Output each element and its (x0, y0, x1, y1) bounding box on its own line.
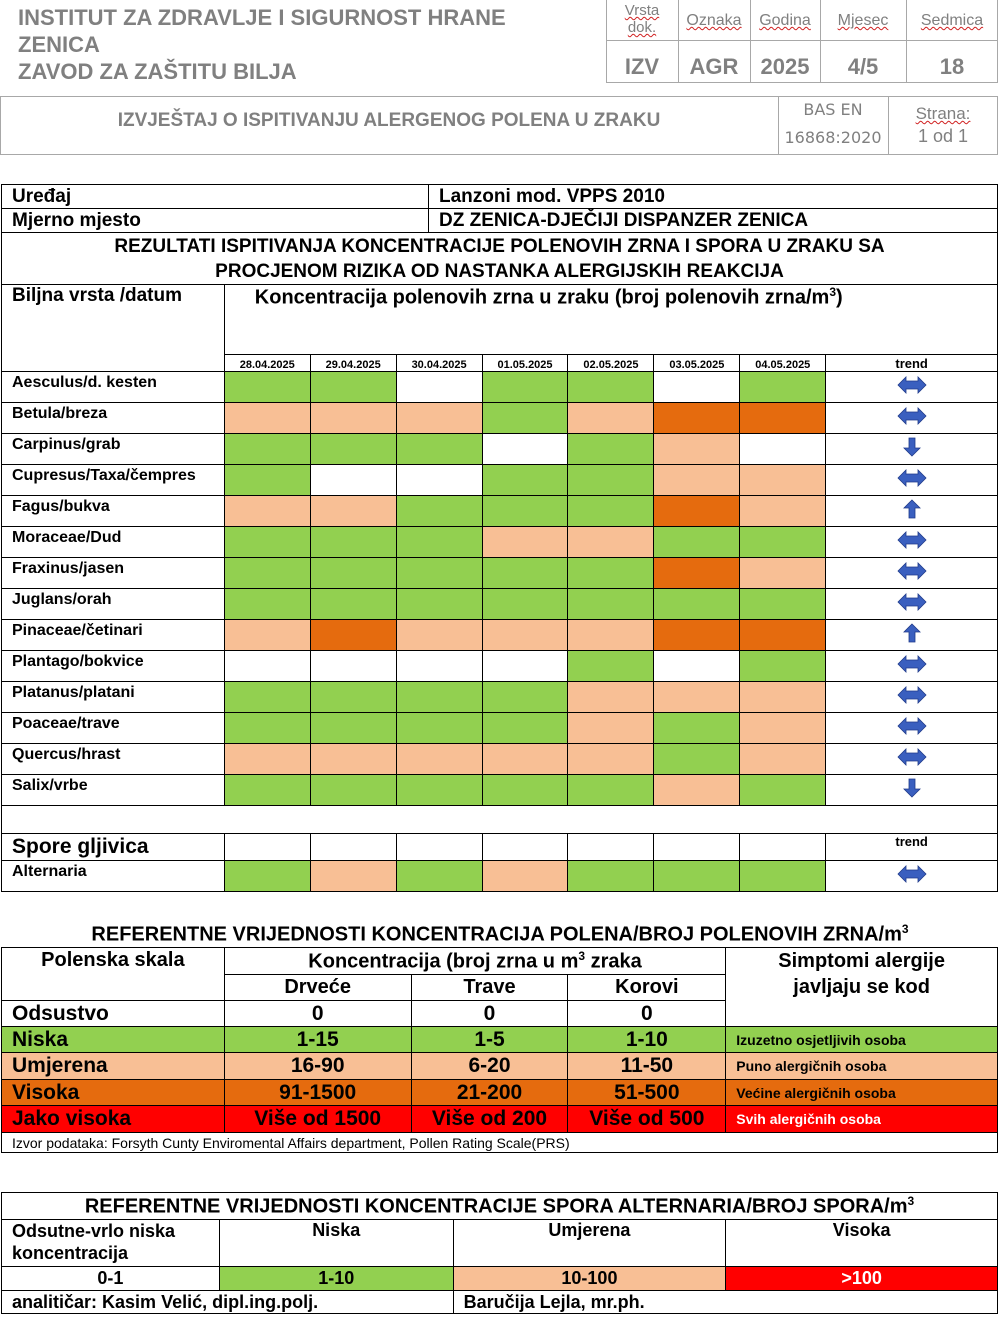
date-header: 02.05.2025 (568, 355, 654, 372)
plant-level-cell (654, 527, 740, 558)
ref-level-label: Umjerena (2, 1053, 225, 1080)
doc-type-value: IZV (624, 54, 660, 79)
trend-cell (826, 372, 998, 403)
plant-name: Quercus/hrast (2, 744, 225, 775)
date-header: 01.05.2025 (482, 355, 568, 372)
plant-level-cell (310, 403, 396, 434)
spore-level-cell (310, 861, 396, 892)
plant-level-cell (482, 744, 568, 775)
plant-level-cell (310, 527, 396, 558)
arrow-left-right-icon (897, 530, 927, 555)
plant-name: Fraxinus/jasen (2, 558, 225, 589)
arrow-left-right-icon (897, 654, 927, 679)
plant-row (2, 372, 998, 403)
spore-empty-cell (740, 834, 826, 861)
trend-cell (826, 403, 998, 434)
plant-level-cell (654, 434, 740, 465)
plant-level-cell (224, 558, 310, 589)
arrow-left-right-icon (897, 716, 927, 741)
plant-level-cell (740, 403, 826, 434)
plant-level-cell (654, 713, 740, 744)
trend-cell (826, 744, 998, 775)
plant-level-cell (310, 713, 396, 744)
species-header: Biljna vrsta /datum (2, 285, 225, 372)
plant-level-cell (568, 775, 654, 806)
alt-value-absent: 0-1 (2, 1267, 220, 1291)
plant-level-cell (224, 527, 310, 558)
plant-row (2, 744, 998, 775)
month-value: 4/5 (847, 54, 879, 79)
arrow-left-right-icon (897, 561, 927, 586)
arrow-left-right-icon (897, 747, 927, 772)
trend-cell (826, 589, 998, 620)
plant-level-cell (654, 496, 740, 527)
plant-level-cell (482, 682, 568, 713)
plant-name: Plantago/bokvice (2, 651, 225, 682)
ref-weeds-value: 0 (568, 1001, 726, 1027)
plant-level-cell (224, 682, 310, 713)
plant-level-cell (310, 744, 396, 775)
header-divider (606, 40, 998, 41)
plant-level-cell (740, 651, 826, 682)
plant-level-cell (396, 527, 482, 558)
analyst: analitičar: Kasim Velić, dipl.ing.polj. (2, 1291, 454, 1314)
page-label: Strana: (915, 104, 971, 123)
ref-symptoms-value: Svih alergičnih osoba (726, 1106, 998, 1133)
plant-level-cell (224, 651, 310, 682)
plant-name: Pinaceae/četinari (2, 620, 225, 651)
plant-level-cell (740, 496, 826, 527)
plant-level-cell (396, 775, 482, 806)
plant-row (2, 682, 998, 713)
year-value: 2025 (760, 54, 810, 79)
plant-level-cell (568, 620, 654, 651)
arrow-left-right-icon (897, 864, 927, 889)
spore-empty-cell (654, 834, 740, 861)
alternaria-title: REFERENTNE VRIJEDNOSTI KONCENTRACIJE SPORA ALTERNARIA/BROJ SPORA/$m^3$ (2, 1193, 998, 1220)
plant-level-cell (396, 465, 482, 496)
arrow-left-right-icon (897, 685, 927, 710)
plant-level-cell (310, 558, 396, 589)
ref-grass-value: 21-200 (411, 1080, 568, 1106)
plant-level-cell (396, 620, 482, 651)
arrow-left-right-icon (897, 406, 927, 431)
standard-line-1: BAS EN (803, 100, 863, 119)
plant-level-cell (740, 372, 826, 403)
plant-level-cell (654, 620, 740, 651)
month-label: Mjesec (837, 12, 889, 29)
plant-level-cell (740, 682, 826, 713)
ref-weeds-value: 1-10 (568, 1027, 726, 1053)
plant-level-cell (224, 589, 310, 620)
alternaria-table (1, 1192, 998, 1314)
plant-level-cell (654, 682, 740, 713)
symptoms-header-line-2: javljaju se kod (793, 976, 930, 998)
ref-trees-value: Više od 1500 (224, 1106, 411, 1133)
trend-cell (826, 434, 998, 465)
plant-row (2, 403, 998, 434)
plant-name: Fagus/bukva (2, 496, 225, 527)
reference-table (1, 947, 998, 1153)
date-header: 04.05.2025 (740, 355, 826, 372)
plant-level-cell (396, 496, 482, 527)
plant-level-cell (568, 403, 654, 434)
plant-level-cell (740, 744, 826, 775)
plant-level-cell (654, 589, 740, 620)
alt-value-moderate: 10-100 (453, 1267, 726, 1291)
plant-level-cell (654, 744, 740, 775)
symptoms-header-line-1: Simptomi alergije (778, 950, 945, 972)
trend-cell (826, 682, 998, 713)
spore-level-cell (654, 861, 740, 892)
plant-level-cell (482, 775, 568, 806)
arrow-left-right-icon (897, 375, 927, 400)
ref-level-label: Jako visoka (2, 1106, 225, 1133)
plant-level-cell (654, 372, 740, 403)
institute-line-3: ZAVOD ZA ZAŠTITU BILJA (18, 59, 297, 84)
spore-row (2, 861, 998, 892)
institute-line-2: ZENICA (18, 32, 100, 57)
plant-level-cell (568, 527, 654, 558)
plant-name: Salix/vrbe (2, 775, 225, 806)
ref-grass-value: 1-5 (411, 1027, 568, 1053)
header-divider (0, 96, 998, 97)
ref-concentration-header: Koncentracija (broj zrna u $m^3$ zraka (224, 948, 725, 975)
plant-level-cell (482, 527, 568, 558)
ref-trees-value: 0 (224, 1001, 411, 1027)
plant-level-cell (396, 558, 482, 589)
plant-row (2, 620, 998, 651)
ref-level-label: Visoka (2, 1080, 225, 1106)
mark-value: AGR (689, 54, 739, 79)
alt-header-low: Niska (219, 1220, 453, 1267)
weeds-header: Korovi (568, 975, 726, 1001)
plant-level-cell (310, 465, 396, 496)
alt-header-high: Visoka (726, 1220, 998, 1267)
plant-level-cell (568, 713, 654, 744)
plant-level-cell (482, 496, 568, 527)
plant-level-cell (482, 651, 568, 682)
plant-level-cell (568, 651, 654, 682)
ref-weeds-value: 51-500 (568, 1080, 726, 1106)
institute-line-1: INSTITUT ZA ZDRAVLJE I SIGURNOST HRANE (18, 5, 506, 30)
grass-header: Trave (411, 975, 568, 1001)
arrow-down-icon (897, 778, 927, 803)
plant-level-cell (740, 465, 826, 496)
plant-level-cell (224, 620, 310, 651)
ref-trees-value: 1-15 (224, 1027, 411, 1053)
institute-name (18, 4, 598, 85)
alt-header-moderate: Umjerena (453, 1220, 726, 1267)
plant-level-cell (310, 775, 396, 806)
standard-line-2: 16868:2020 (784, 128, 882, 147)
arrow-down-icon (897, 437, 927, 462)
plant-level-cell (482, 434, 568, 465)
trend-cell (826, 775, 998, 806)
spore-level-cell (396, 861, 482, 892)
plant-level-cell (568, 682, 654, 713)
location-label: Mjerno mjesto (2, 209, 429, 233)
concentration-header: Koncentracija polenovih zrna u zraku (broj polenovih zrna/$m^3$) (224, 285, 997, 355)
spores-trend-header: trend (826, 834, 998, 861)
trend-cell (826, 651, 998, 682)
spore-empty-cell (224, 834, 310, 861)
page-value: 1 od 1 (917, 126, 969, 146)
alt-value-high: >100 (726, 1267, 998, 1291)
symptoms-header (726, 948, 998, 1027)
date-header: 03.05.2025 (654, 355, 740, 372)
ref-symptoms-value: Većine alergičnih osoba (726, 1080, 998, 1106)
second-analyst: Baručija Lejla, mr.ph. (453, 1291, 997, 1314)
plant-level-cell (224, 434, 310, 465)
plant-level-cell (482, 589, 568, 620)
plant-row (2, 434, 998, 465)
plant-row (2, 775, 998, 806)
plant-level-cell (482, 403, 568, 434)
plant-level-cell (310, 372, 396, 403)
location-value: DZ ZENICA-DJEČIJI DISPANZER ZENICA (429, 209, 998, 233)
spore-empty-cell (310, 834, 396, 861)
spore-level-cell (568, 861, 654, 892)
plant-name: Aesculus/d. kesten (2, 372, 225, 403)
plant-name: Platanus/platani (2, 682, 225, 713)
plant-level-cell (568, 496, 654, 527)
plant-name: Carpinus/grab (2, 434, 225, 465)
plant-level-cell (654, 775, 740, 806)
ref-trees-value: 91-1500 (224, 1080, 411, 1106)
plant-level-cell (396, 713, 482, 744)
plant-row (2, 589, 998, 620)
plant-level-cell (224, 744, 310, 775)
mark-label: Oznaka (686, 12, 742, 29)
plant-level-cell (224, 775, 310, 806)
plant-level-cell (568, 465, 654, 496)
plant-level-cell (740, 558, 826, 589)
reference-source: Izvor podataka: Forsyth Cunty Enviromental Affairs department, Pollen Rating Scale(PRS) (2, 1133, 998, 1153)
plant-level-cell (224, 496, 310, 527)
ref-symptoms-value: Puno alergičnih osoba (726, 1053, 998, 1080)
spore-name: Alternaria (2, 861, 225, 892)
alt-header-absent: Odsutne-vrlo niska koncentracija (2, 1220, 220, 1267)
trend-cell (826, 527, 998, 558)
results-title-line-1: REZULTATI ISPITIVANJA KONCENTRACIJE POLENOVIH ZRNA I SPORA U ZRAKU SA (114, 235, 885, 257)
plant-level-cell (396, 744, 482, 775)
results-table (1, 232, 998, 892)
ref-trees-value: 16-90 (224, 1053, 411, 1080)
results-title (2, 233, 998, 285)
plant-level-cell (482, 372, 568, 403)
plant-level-cell (740, 620, 826, 651)
plant-level-cell (396, 434, 482, 465)
plant-name: Poaceae/trave (2, 713, 225, 744)
doc-type-label: Vrsta dok. (624, 2, 660, 36)
ref-weeds-value: 11-50 (568, 1053, 726, 1080)
plant-level-cell (482, 558, 568, 589)
plant-level-cell (396, 403, 482, 434)
plant-level-cell (568, 558, 654, 589)
plant-level-cell (310, 651, 396, 682)
plant-level-cell (740, 775, 826, 806)
plant-name: Moraceae/Dud (2, 527, 225, 558)
plant-level-cell (654, 465, 740, 496)
spore-empty-cell (482, 834, 568, 861)
trend-header: trend (826, 355, 998, 372)
plant-level-cell (482, 465, 568, 496)
trend-cell (826, 713, 998, 744)
ref-grass-value: 6-20 (411, 1053, 568, 1080)
plant-row (2, 651, 998, 682)
date-header: 29.04.2025 (310, 355, 396, 372)
plant-level-cell (568, 434, 654, 465)
plant-level-cell (740, 434, 826, 465)
week-label: Sedmica (920, 12, 984, 29)
plant-level-cell (396, 651, 482, 682)
arrow-up-icon (897, 623, 927, 648)
ref-weeds-value: Više od 500 (568, 1106, 726, 1133)
spacer-row (2, 806, 998, 834)
trend-cell (826, 465, 998, 496)
trend-cell (826, 620, 998, 651)
arrow-left-right-icon (897, 468, 927, 493)
plant-level-cell (396, 682, 482, 713)
plant-row (2, 558, 998, 589)
plant-row (2, 465, 998, 496)
week-value: 18 (939, 54, 965, 79)
reference-title: REFERENTNE VRIJEDNOSTI KONCENTRACIJA POLENA/BROJ POLENOVIH ZRNA/$m^3$ (91, 922, 909, 946)
plant-level-cell (654, 403, 740, 434)
ref-grass-value: 0 (411, 1001, 568, 1027)
spore-level-cell (224, 861, 310, 892)
spores-header: Spore gljivica (2, 834, 225, 861)
plant-level-cell (310, 589, 396, 620)
arrow-up-icon (897, 499, 927, 524)
spore-level-cell (740, 861, 826, 892)
plant-name: Juglans/orah (2, 589, 225, 620)
trend-cell (826, 558, 998, 589)
plant-level-cell (568, 372, 654, 403)
alt-value-low: 1-10 (219, 1267, 453, 1291)
plant-level-cell (224, 465, 310, 496)
ref-symptoms-value: Izuzetno osjetljivih osoba (726, 1027, 998, 1053)
report-title: IZVJEŠTAJ O ISPITIVANJU ALERGENOG POLENA U ZRAKU (117, 110, 661, 131)
arrow-left-right-icon (897, 592, 927, 617)
plant-level-cell (740, 527, 826, 558)
plant-level-cell (740, 589, 826, 620)
plant-level-cell (654, 651, 740, 682)
trees-header: Drveće (224, 975, 411, 1001)
plant-level-cell (310, 496, 396, 527)
spore-level-cell (482, 861, 568, 892)
date-header: 30.04.2025 (396, 355, 482, 372)
plant-level-cell (482, 620, 568, 651)
ref-grass-value: Više od 200 (411, 1106, 568, 1133)
plant-level-cell (482, 713, 568, 744)
plant-row (2, 713, 998, 744)
plant-level-cell (740, 713, 826, 744)
plant-level-cell (568, 744, 654, 775)
plant-level-cell (310, 682, 396, 713)
plant-level-cell (654, 558, 740, 589)
results-title-line-2: PROCJENOM RIZIKA OD NASTANKA ALERGIJSKIH REAKCIJA (215, 260, 784, 282)
plant-level-cell (396, 372, 482, 403)
device-value: Lanzoni mod. VPPS 2010 (429, 185, 998, 209)
year-label: Godina (759, 12, 811, 29)
scale-header: Polenska skala (2, 948, 225, 1001)
header-divider (606, 82, 998, 83)
info-table (1, 184, 998, 233)
trend-cell (826, 861, 998, 892)
plant-level-cell (568, 589, 654, 620)
ref-level-label: Odsustvo (2, 1001, 225, 1027)
plant-name: Betula/breza (2, 403, 225, 434)
header-divider (0, 154, 998, 155)
ref-level-label: Niska (2, 1027, 225, 1053)
spore-empty-cell (568, 834, 654, 861)
trend-cell (826, 496, 998, 527)
date-header: 28.04.2025 (224, 355, 310, 372)
device-label: Uređaj (2, 185, 429, 209)
plant-row (2, 496, 998, 527)
plant-level-cell (310, 620, 396, 651)
plant-level-cell (310, 434, 396, 465)
plant-level-cell (224, 403, 310, 434)
plant-row (2, 527, 998, 558)
plant-level-cell (224, 372, 310, 403)
plant-level-cell (396, 589, 482, 620)
plant-level-cell (224, 713, 310, 744)
spore-empty-cell (396, 834, 482, 861)
plant-name: Cupresus/Taxa/čempres (2, 465, 225, 496)
